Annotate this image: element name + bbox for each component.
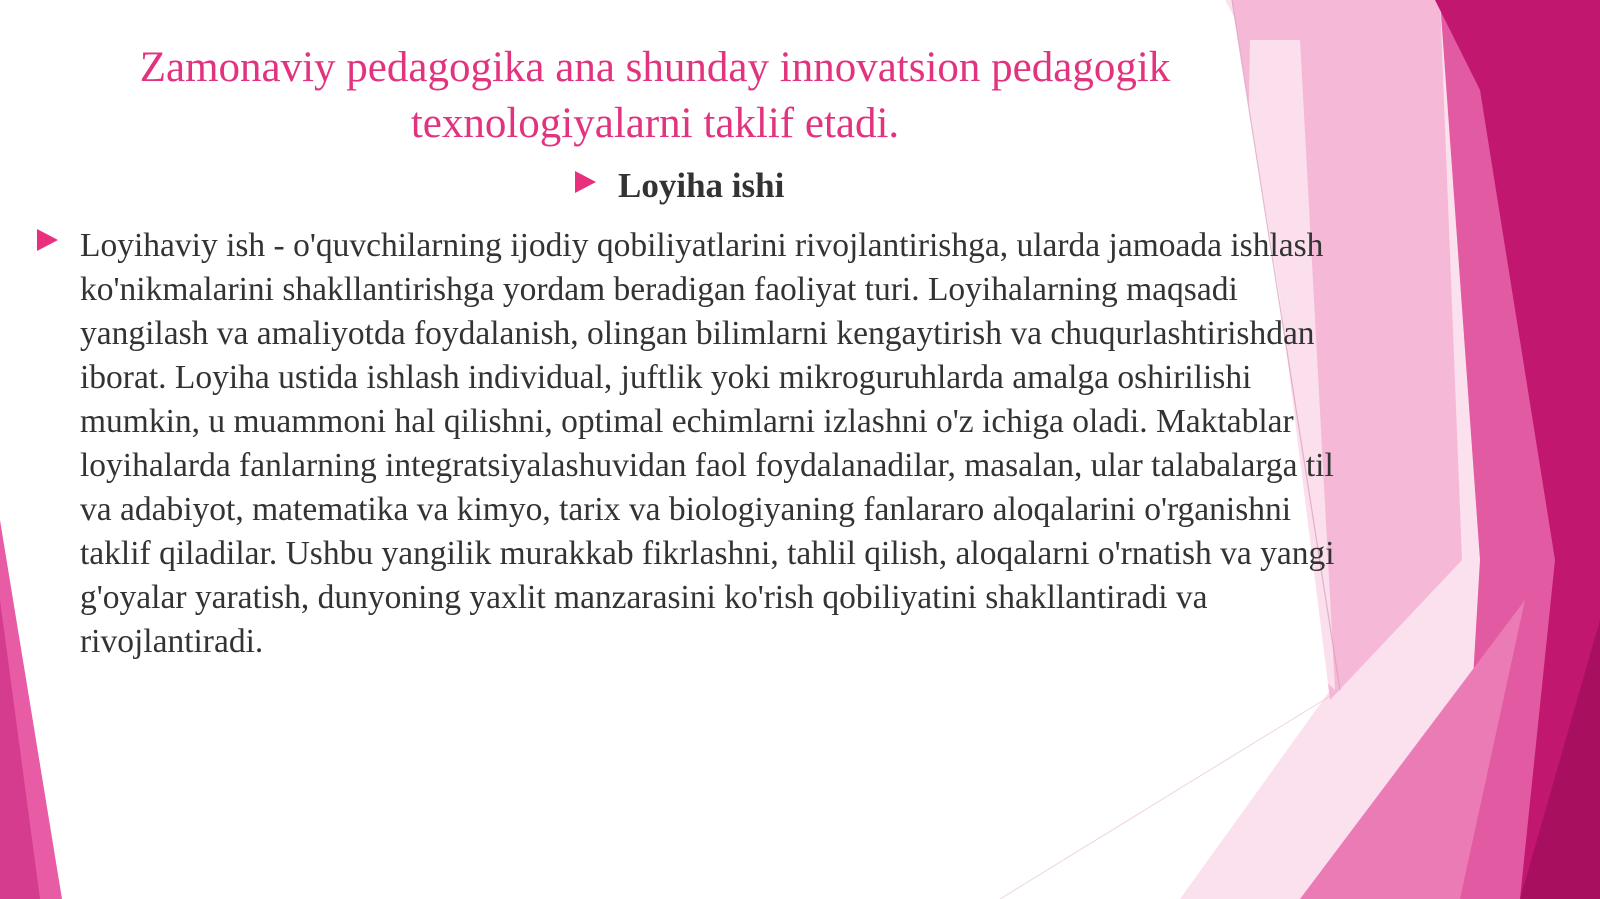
triangle-bullet-icon — [37, 229, 58, 251]
slide-title: Zamonaviy pedagogika ana shunday innovatsion pedagogik texnologiyalarni taklif etadi. — [139, 44, 1171, 147]
body-paragraph: Loyihaviy ish - o'quvchilarning ijodiy qobiliyatlarini rivojlantirishga, ularda jamoada ishlash ko'nikmalarini shakllantirishga yordam beradigan faoliyat turi. Loyihalarning maqsadi yangilash va amaliyotda foydalanish, olingan bilimlarni kengaytirish va chuqurlashtirishdan iborat. Loyiha ustida ishlash individual, juftlik yoki mikroguruhlarda amalga oshirilishi mumkin, u muammoni hal qilishni, optimal echimlarni izlashni o'z ichiga oladi. Maktablar loyihalarda fanlarning integratsiyalashuvidan faol foydalanadilar, masalan, ular talabalarga til va adabiyot, matematika va kimyo, tarix va biologiyaning fanlararo aloqalarini o'rganishni taklif qiladilar. Ushbu yangilik murakkab fikrlashni, tahlil qilish, aloqalarni o'rnatish va yangi g'oyalar yaratish, dunyoning yaxlit manzarasini ko'rish qobiliyatini shakllantiradi va rivojlantiradi. — [80, 227, 1335, 660]
subheading-text: Loyiha ishi — [618, 166, 785, 205]
triangle-bullet-icon — [575, 171, 596, 193]
subheading — [575, 163, 784, 209]
